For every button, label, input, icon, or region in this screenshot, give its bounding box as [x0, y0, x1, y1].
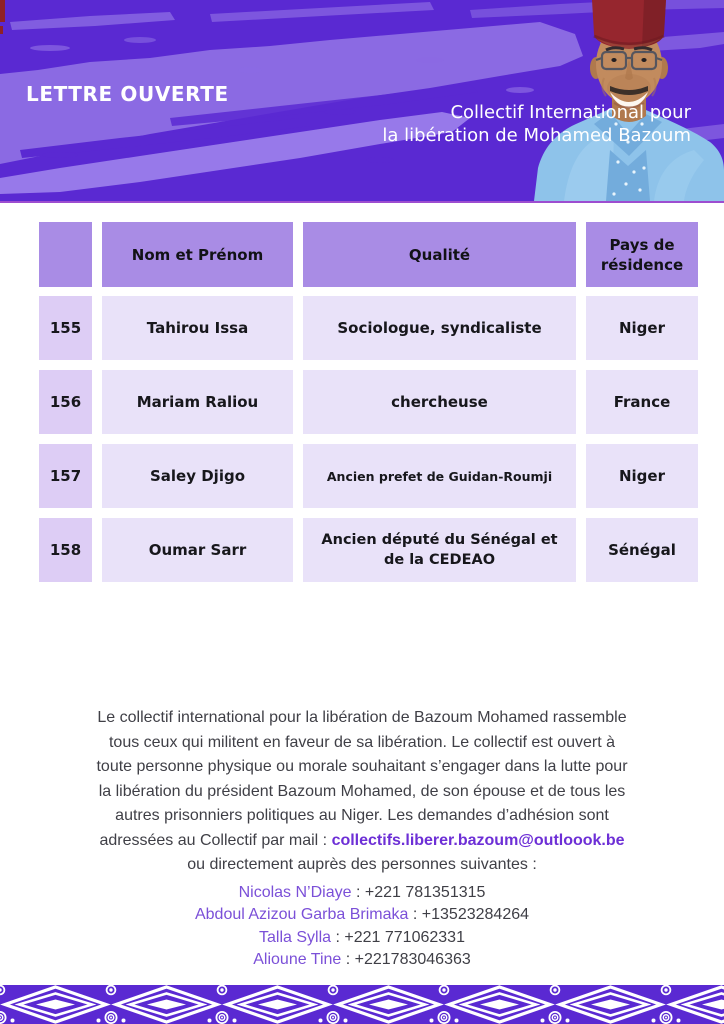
contact-name: Talla Sylla — [259, 928, 332, 946]
collectif-subtitle — [382, 101, 691, 147]
header-banner — [0, 0, 724, 203]
contact-line — [0, 949, 724, 972]
column-header-pays: Pays de résidence — [586, 222, 698, 287]
table-row — [39, 296, 699, 360]
email-link[interactable]: collectifs.liberer.bazoum@outloook.be — [331, 831, 625, 849]
page-title: LETTRE OUVERTE — [26, 82, 229, 106]
contact-line — [0, 904, 724, 927]
contact-phone: +221 771062331 — [344, 928, 465, 946]
member-role: Ancien prefet de Guidan-Roumji — [303, 444, 576, 508]
row-number: 156 — [39, 370, 92, 434]
row-number: 158 — [39, 518, 92, 582]
table-row — [39, 444, 699, 508]
member-country: Sénégal — [586, 518, 698, 582]
subtitle-line-1: Collectif International pour — [450, 102, 691, 123]
row-number: 157 — [39, 444, 92, 508]
member-role: chercheuse — [303, 370, 576, 434]
member-name: Oumar Sarr — [102, 518, 293, 582]
member-role: Ancien député du Sénégal et de la CEDEAO — [303, 518, 576, 582]
contact-phone: +221 781351315 — [364, 883, 486, 901]
column-header-empty — [39, 222, 92, 287]
contact-line — [0, 927, 724, 950]
contact-name: Nicolas N’Diaye — [238, 883, 352, 901]
footer-pattern — [0, 985, 724, 1024]
contact-separator: : — [341, 951, 355, 968]
members-table — [39, 222, 699, 592]
column-header-name: Nom et Prénom — [102, 222, 293, 287]
contact-phone: +13523284264 — [421, 906, 530, 923]
table-header-row — [39, 222, 699, 287]
contact-phone: +221783046363 — [354, 951, 471, 968]
member-country: France — [586, 370, 698, 434]
member-country: Niger — [586, 296, 698, 360]
subtitle-line-2: la libération de Mohamed Bazoum — [382, 125, 691, 146]
intro-text-after: ou directement auprès des personnes suivantes : — [187, 856, 537, 873]
contact-list — [0, 882, 724, 972]
contact-separator: : — [351, 883, 365, 901]
member-name: Saley Djigo — [102, 444, 293, 508]
corner-accent — [0, 0, 5, 34]
member-name: Mariam Raliou — [102, 370, 293, 434]
member-name: Tahirou Issa — [102, 296, 293, 360]
row-number: 155 — [39, 296, 92, 360]
column-header-qualite: Qualité — [303, 222, 576, 287]
geometric-pattern-graphic — [0, 985, 724, 1024]
contact-separator: : — [408, 906, 422, 923]
table-row — [39, 518, 699, 582]
member-country: Niger — [586, 444, 698, 508]
contact-name: Abdoul Azizou Garba Brimaka — [194, 906, 409, 923]
table-row — [39, 370, 699, 434]
member-role: Sociologue, syndicaliste — [303, 296, 576, 360]
contact-separator: : — [331, 928, 345, 946]
contact-name: Alioune Tine — [253, 951, 342, 968]
intro-section — [0, 706, 724, 972]
contact-line — [0, 882, 724, 905]
intro-text: Le collectif international pour la libération de Bazoum Mohamed rassemble tous ceux qui militent en faveur de sa libération. Le collectif est ouvert à toute personne physique ou morale souhaitant s’engager dans la lutte pour la libération du président Bazoum Mohamed, de son épouse et de tous les autres prisonniers politiques au Niger. Les demandes d’adhésion sont adressées au Collectif par mail : — [96, 709, 628, 849]
intro-paragraph — [94, 706, 631, 878]
